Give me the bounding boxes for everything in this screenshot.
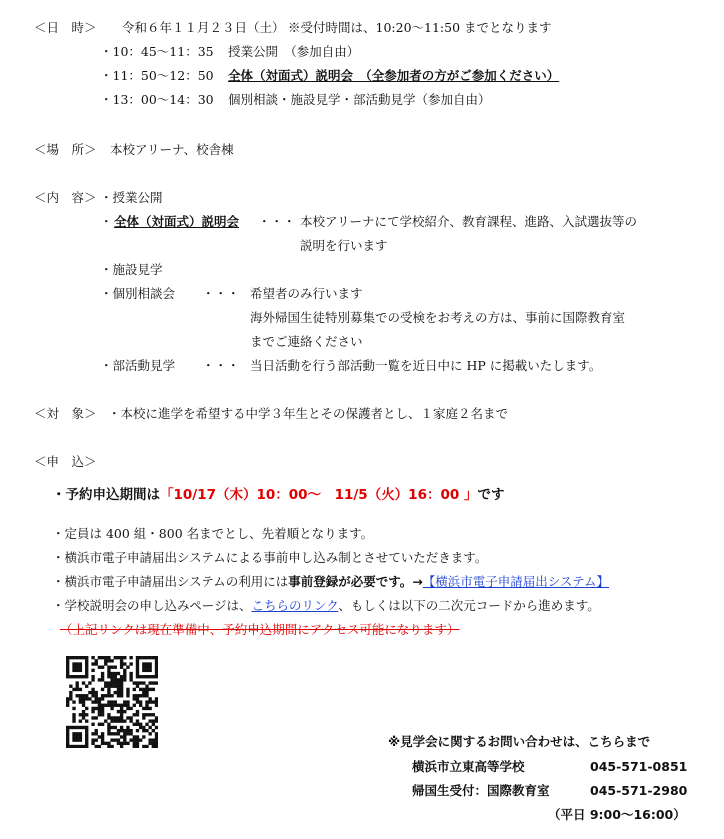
schedule-time-3: ・13：00〜14：30 xyxy=(100,92,214,107)
contact-phone-1: 045-571-0851 xyxy=(590,759,688,774)
apply-period-dates: 「10/17（木）10：00〜 11/5（火）16：00 」 xyxy=(160,487,478,503)
date-note: ※受付時間は、10:20〜11:50 までとなります xyxy=(288,20,552,35)
schedule-text-2: 全体（対面式）説明会 （全参加者の方がご参加ください） xyxy=(228,68,560,83)
place-label: ＜場 所＞ xyxy=(34,142,97,157)
registration-text: ・横浜市電子申請届出システムの利用には xyxy=(52,574,289,589)
qr-code[interactable] xyxy=(66,656,158,748)
application-page-link[interactable]: こちらのリンク xyxy=(251,598,339,613)
content-item-1-title: ・授業公開 xyxy=(100,190,163,205)
contact-hours: （平日 9:00〜16:00） xyxy=(548,807,686,822)
struck-note: （上記リンクは現在準備中、予約申込期間にアクセス可能になります） xyxy=(60,622,460,637)
target-label: ＜対 象＞ xyxy=(34,406,97,421)
content-label: ＜内 容＞ xyxy=(34,190,97,205)
content-item-2-line-1: 本校アリーナにて学校紹介、教育課程、進路、入試選抜等の xyxy=(300,214,638,229)
content-item-4-dots: ・・・ xyxy=(202,286,240,301)
content-item-2-line-2: 説明を行います xyxy=(300,238,388,253)
content-item-2-prefix: ・ xyxy=(100,214,113,229)
content-item-5-dots: ・・・ xyxy=(202,358,240,373)
schedule-time-1: ・10：45〜11：35 xyxy=(100,44,214,59)
target-value: ・本校に進学を希望する中学３年生とその保護者とし、１家庭２名まで xyxy=(108,406,509,421)
apply-period xyxy=(52,487,504,503)
schedule-time-2: ・11：50〜12：50 xyxy=(100,68,214,83)
contact-heading: ※見学会に関するお問い合わせは、こちらまで xyxy=(388,734,651,749)
date-value: 令和６年１１月２３日（土） xyxy=(122,20,285,35)
content-item-4-title: ・個別相談会 xyxy=(100,286,176,301)
content-item-4-line-2: 海外帰国生徒特別募集での受検をお考えの方は、事前に国際教育室 xyxy=(250,310,626,325)
content-item-4-line-1: 希望者のみ行います xyxy=(250,286,363,301)
qr-code-image xyxy=(66,656,158,748)
apply-period-suffix: です xyxy=(477,487,505,503)
content-item-3-title: ・施設見学 xyxy=(100,262,163,277)
place-value: 本校アリーナ、校舎棟 xyxy=(110,142,234,157)
schedule-text-3: 個別相談・施設見学・部活動見学（参加自由） xyxy=(228,92,491,107)
apply-note-capacity: ・定員は 400 組・800 名までとし、先着順となります。 xyxy=(52,526,374,541)
schedule-text-1: 授業公開 （参加自由） xyxy=(228,44,360,59)
content-item-5-title: ・部活動見学 xyxy=(100,358,176,373)
apply-note-system: ・横浜市電子申請届出システムによる事前申し込み制とさせていただきます。 xyxy=(52,550,488,565)
content-item-2-title: 全体（対面式）説明会 xyxy=(114,214,240,229)
content-item-2-dots: ・・・ xyxy=(258,214,296,229)
content-item-4-line-3: までご連絡ください xyxy=(250,334,363,349)
content-item-5-line-1: 当日活動を行う部活動一覧を近日中に HP に掲載いたします。 xyxy=(250,358,602,373)
contact-name-2: 帰国生受付：国際教育室 xyxy=(412,783,550,798)
apply-period-prefix: ・予約申込期間は xyxy=(52,487,160,503)
registration-required: 事前登録が必要です。→ xyxy=(288,574,423,589)
apply-note-page xyxy=(52,598,600,613)
page-note-text-1: ・学校説明会の申し込みページは、 xyxy=(52,598,252,613)
date-label: ＜日 時＞ xyxy=(34,20,97,35)
page-note-text-2: 、もしくは以下の二次元コードから進めます。 xyxy=(338,598,600,613)
contact-phone-2: 045-571-2980 xyxy=(590,783,688,798)
apply-label: ＜申 込＞ xyxy=(34,454,97,469)
system-link[interactable]: 【横浜市電子申請届出システム】 xyxy=(422,574,610,589)
apply-note-registration xyxy=(52,574,609,589)
contact-name-1: 横浜市立東高等学校 xyxy=(412,759,525,774)
